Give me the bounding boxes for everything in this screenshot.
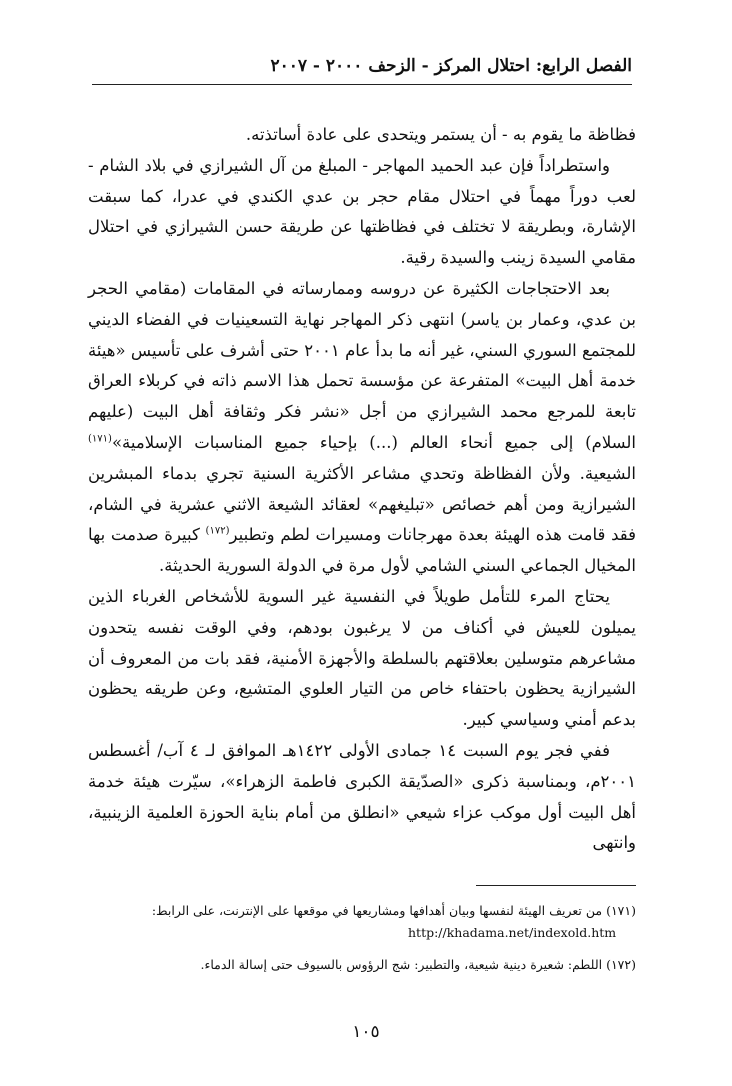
paragraph-3-part-b: الشيعية. ولأن الفظاظة وتحدي مشاعر الأكثرية السنية تجري بدماء المبشرين الشيرازية ومن أهم خصائص «تبليغهم» لعقائد الشيعة الاثني عشرية في الشام، فقد قامت هذه الهيئة بعدة مهرجانات ومسيرات لطم وتطبير	[88, 463, 636, 545]
footnote-171	[88, 900, 636, 944]
page-number: ١٠٥	[352, 1022, 380, 1042]
paragraph-4: يحتاج المرء للتأمل طويلاً في النفسية غير السوية للأشخاص الغرباء الذين يميلون للعيش في أكناف من لا يرغبون بودهم، وفي الوقت نفسه يتحدون مشاعرهم متوسلين بعلاقتهم بالسلطة والأجهزة الأمنية، فقد بات من المعروف أن الشيرازية يحظون باحتفاء خاص من التيار العلوي المتشيع، وعن طريقه يحظون بدعم أمني وسياسي كبير.	[88, 586, 636, 730]
footnote-ref-171[interactable]: (١٧١)	[88, 433, 112, 445]
chapter-title: الفصل الرابع: احتلال المركز - الزحف ٢٠٠٠ - ٢٠٠٧	[270, 56, 632, 76]
footnote-rule	[476, 885, 636, 886]
paragraph-3-part-a: بعد الاحتجاجات الكثيرة عن دروسه وممارساته في المقامات (مقامي الحجر بن عدي، وعمار بن ياسر) انتهى ذكر المهاجر نهاية التسعينيات في الفضاء الديني للمجتمع السوري السني، غير أنه ما بدأ عام ٢٠٠١ حتى أشرف على تأسيس «هيئة خدمة أهل البيت» المتفرعة عن مؤسسة تحمل هذا الاسم ذاته في كربلاء العراق تابعة للمرجع محمد الشيرازي من أجل «نشر فكر وثقافة أهل البيت (عليهم السلام) إلى جميع أنحاء العالم (...) بإحياء جميع المناسبات الإسلامية»	[88, 278, 636, 452]
body-text	[88, 120, 636, 859]
footnote-171-link[interactable]: http://khadama.net/indexold.htm	[408, 925, 617, 940]
paragraph-2: واستطراداً فإن عبد الحميد المهاجر - المبلغ من آل الشيرازي في بلاد الشام - لعب دوراً مهماً في احتلال مقام حجر بن عدي الكندي في عدرا، كما سبقت الإشارة، وبطريقة لا تختلف في فظاظتها عن طريقة حسن الشيرازي في احتلال مقامي السيدة زينب والسيدة رقية.	[88, 155, 636, 268]
running-header	[92, 46, 632, 76]
footnote-172: (١٧٢) اللطم: شعيرة دينية شيعية، والتطبير: شج الرؤوس بالسيوف حتى إسالة الدماء.	[200, 957, 636, 972]
header-rule	[92, 84, 632, 85]
footnotes	[88, 900, 636, 986]
paragraph-1: فظاظة ما يقوم به - أن يستمر ويتحدى على عادة أساتذته.	[245, 125, 636, 144]
paragraph-5: ففي فجر يوم السبت ١٤ جمادى الأولى ١٤٢٢هـ الموافق لـ ٤ آب/ أغسطس ٢٠٠١م، وبمناسبة ذكرى «الصدّيقة الكبرى فاطمة الزهراء»، سيّرت هيئة خدمة أهل البيت أول موكب عزاء شيعي «انطلق من أمام بناية الحوزة العلمية الزينبية، وانتهى	[88, 740, 636, 853]
footnote-ref-172[interactable]: (١٧٢)	[205, 525, 230, 537]
footnote-171-text: (١٧١) من تعريف الهيئة لنفسها وبيان أهدافها ومشاريعها في موقعها على الإنترنت، على الرابط:	[151, 903, 636, 918]
paragraph-3	[88, 274, 636, 582]
paragraph-3-part-c: كبيرة صدمت بها المخيال الجماعي السني الشامي لأول مرة في الدولة السورية الحديثة.	[88, 525, 636, 576]
